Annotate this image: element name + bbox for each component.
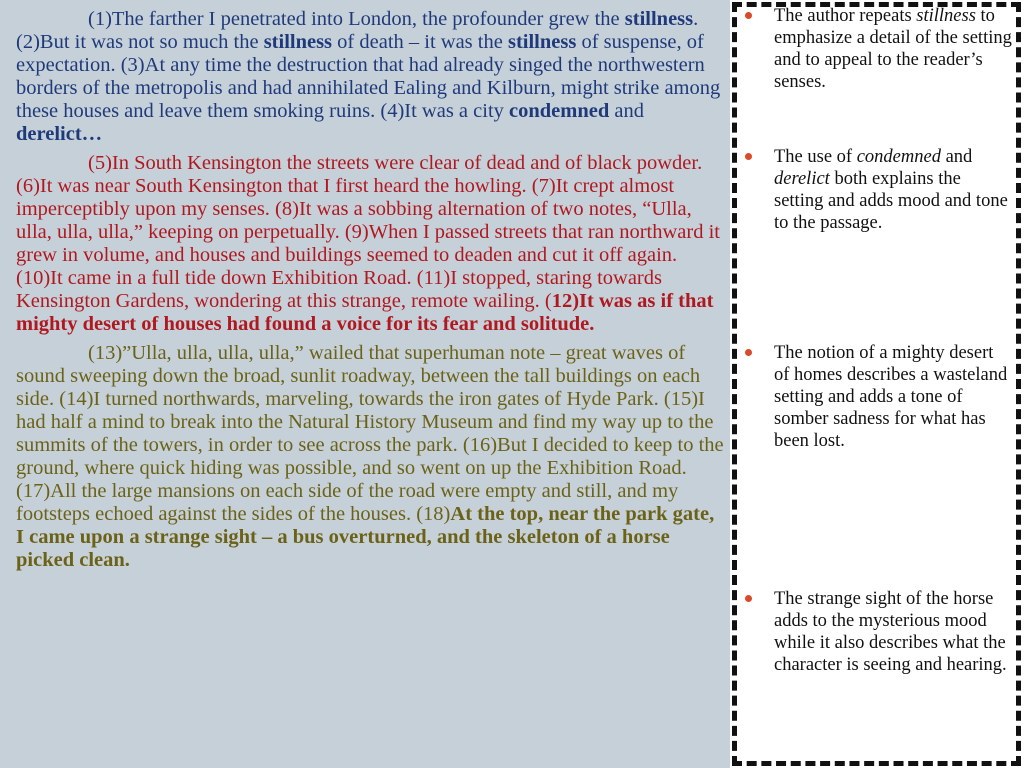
note-italic: condemned	[856, 147, 941, 167]
note-text: and	[940, 147, 973, 167]
note-text: The use of	[774, 147, 857, 167]
text: of death – it was the	[332, 31, 508, 53]
text: of suspense, of expectation. (3)At any time the destruction that had already singed the northwestern borders of the metropolis and had annihilated Ealing and Kilburn, might strike among these houses and leave them smoking ruins. (4)It was a city	[16, 31, 721, 122]
highlight-condemned: condemned	[509, 100, 610, 122]
text: . (2)But it was not so much the	[16, 8, 699, 53]
bullet-icon	[745, 12, 752, 19]
note-3	[774, 342, 1012, 452]
note-text: The notion of a mighty desert of homes describes a wasteland setting and adds a tone of somber sadness for what has been lost.	[774, 343, 1008, 451]
bullet-icon	[745, 349, 752, 356]
note-1	[774, 5, 1012, 93]
note-text: The strange sight of the horse adds to the mysterious mood while it also describes what the character is seeing and hearing.	[774, 589, 1007, 675]
highlight-stillness: stillness	[507, 31, 577, 53]
note-text: to emphasize a detail of the setting and to appeal to the reader’s senses.	[774, 6, 1012, 92]
note-2	[774, 146, 1012, 234]
text: (1)The farther I penetrated into London, the profounder grew the	[88, 8, 625, 30]
annotation-panel	[730, 0, 1024, 768]
highlight-stillness: stillness	[263, 31, 333, 53]
paragraph-2	[16, 152, 724, 336]
note-4	[774, 588, 1012, 676]
note-text: both explains the setting and adds mood and tone to the passage.	[774, 169, 1008, 233]
note-text: The author repeats	[774, 6, 917, 26]
paragraph-1	[16, 8, 724, 146]
paragraph-3	[16, 342, 724, 572]
highlight-sentence-12: 12)It was as if that mighty desert of houses had found a voice for its fear and solitude.	[16, 290, 714, 335]
highlight-derelict: derelict…	[16, 123, 103, 145]
note-italic: derelict	[774, 169, 830, 189]
highlight-stillness: stillness	[624, 8, 694, 30]
bullet-icon	[745, 153, 752, 160]
text: (5)In South Kensington the streets were clear of dead and of black powder. (6)It was near South Kensington that I first heard the howling. (7)It crept almost imperceptibly upon my senses. (8)It was a sobbing alternation of two notes, “Ulla, ulla, ulla, ulla,” keeping on perpetually. (9)When I passed streets that ran northward it grew in volume, and houses and buildings seemed to deaden and cut it off again. (10)It came in a full tide down Exhibition Road. (11)I stopped, staring towards Kensington Gardens, wondering at this strange, remote wailing. (	[16, 152, 720, 312]
note-italic: stillness	[916, 6, 976, 26]
highlight-sentence-18: At the top, near the park gate, I came upon a strange sight – a bus overturned, and the skeleton of a horse picked clean.	[16, 503, 715, 571]
text: and	[609, 100, 644, 122]
passage-text	[16, 8, 724, 578]
bullet-icon	[745, 595, 752, 602]
text: (13)”Ulla, ulla, ulla, ulla,” wailed that superhuman note – great waves of sound sweeping down the broad, sunlit roadway, between the tall buildings on each side. (14)I turned northwards, marveling, towards the iron gates of Hyde Park. (15)I had half a mind to break into the Natural History Museum and find my way up to the summits of the towers, in order to see across the park. (16)But I decided to keep to the ground, where quick hiding was possible, and so went on up the Exhibition Road. (17)All the large mansions on each side of the road were empty and still, and my footsteps echoed against the sides of the houses. (18)	[16, 342, 724, 525]
